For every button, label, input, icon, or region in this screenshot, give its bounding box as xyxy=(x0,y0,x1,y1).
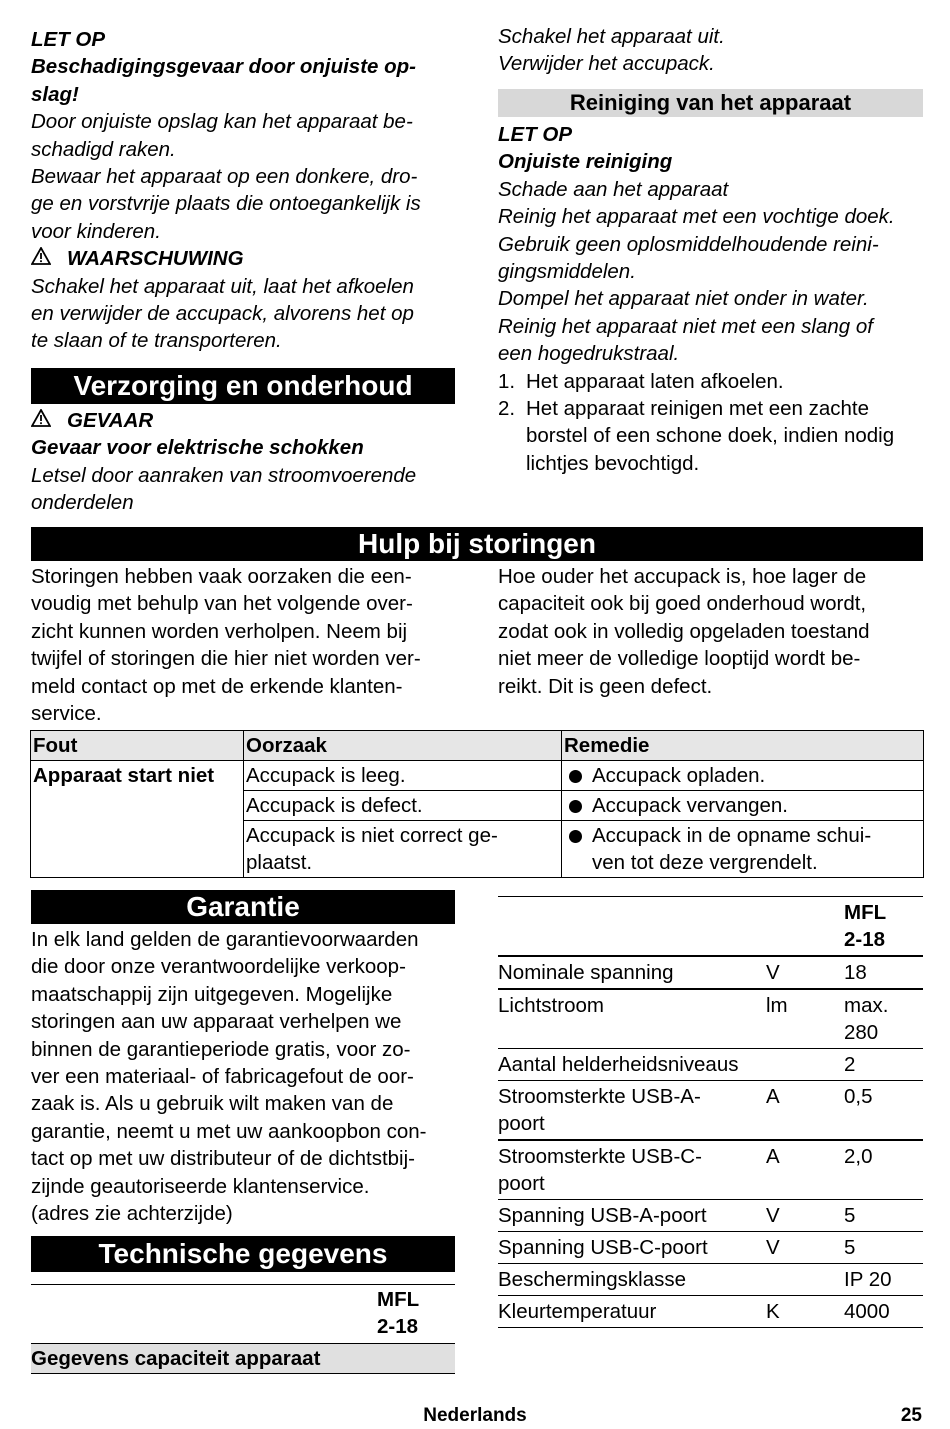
clean-text-5: Dompel het apparaat niet onder in water. xyxy=(498,287,869,311)
spec-value: 5 xyxy=(844,1232,923,1264)
spec-row xyxy=(498,1296,923,1328)
spec-label: Beschermingsklasse xyxy=(498,1264,766,1296)
warranty-text xyxy=(31,926,461,1227)
help-right-line: capaciteit ook bij goed onderhoud wordt, xyxy=(498,592,867,616)
warning-label: WAARSCHUWING xyxy=(67,247,244,271)
header-remedy: Remedie xyxy=(562,731,924,761)
warning-triangle-icon xyxy=(31,245,55,272)
spec-value: 2,0 xyxy=(844,1140,923,1200)
cause-cell xyxy=(244,821,562,878)
danger-text-2: onderdelen xyxy=(31,491,134,515)
cause-cell: Accupack is defect. xyxy=(244,791,562,821)
spec-model-name: MFL xyxy=(844,901,887,924)
warranty-line: storingen aan uw apparaat verhelpen we xyxy=(31,1010,402,1034)
help-right-line: zodat ook in volledig opgeladen toestand xyxy=(498,619,870,643)
cleaning-block xyxy=(498,121,923,477)
left-top-column xyxy=(31,26,455,355)
warranty-line: (adres zie achterzijde) xyxy=(31,1202,233,1226)
spec-row xyxy=(498,956,923,989)
remedy-text xyxy=(592,822,871,876)
spec-unit: A xyxy=(766,1081,844,1141)
spec-label: Nominale spanning xyxy=(498,956,766,989)
step-line: Het apparaat laten afkoelen. xyxy=(526,369,784,393)
storage-text-4: ge en vorstvrije plaats die ontoegankelijk is xyxy=(31,192,421,216)
spec-value: 2 xyxy=(844,1049,923,1081)
table-row xyxy=(31,761,924,791)
warranty-line: ver een materiaal- of fabricagefout de oor- xyxy=(31,1065,414,1089)
step-number: 2. xyxy=(498,397,516,421)
spec-table xyxy=(498,896,923,1328)
clean-text-1: Schade aan het apparaat xyxy=(498,177,729,201)
help-left-line: Storingen hebben vaak oorzaken die een- xyxy=(31,565,412,588)
cause-line: plaatst. xyxy=(246,851,313,874)
step-number: 1. xyxy=(498,369,516,393)
letop-heading-2: LET OP xyxy=(498,123,573,146)
storage-text-5: voor kinderen. xyxy=(31,219,161,243)
letop-heading: LET OP xyxy=(31,28,106,51)
section-heading-care: Verzorging en onderhoud xyxy=(31,368,455,404)
spec-row xyxy=(498,1264,923,1296)
bullet-icon xyxy=(564,792,592,819)
clean-text-6: Reinig het apparaat niet met een slang of xyxy=(498,314,873,338)
spec-header-row xyxy=(498,897,923,957)
warranty-line: zaak is. Als u gebruik wilt maken van de xyxy=(31,1092,394,1116)
step-text xyxy=(526,368,784,395)
remedy-text: Accupack vervangen. xyxy=(592,794,789,817)
help-intro-left xyxy=(31,563,461,727)
danger-title: Gevaar voor elektrische schokken xyxy=(31,436,364,460)
step-item xyxy=(498,395,923,477)
header-cause: Oorzaak xyxy=(244,731,562,761)
spec-label: Lichtstroom xyxy=(498,989,766,1049)
storage-title-1: Beschadigingsgevaar door onjuiste op- xyxy=(31,55,417,79)
spec-table-right xyxy=(498,896,923,1328)
spec-label: Aantal helderheidsniveaus xyxy=(498,1049,844,1081)
spec-value: IP 20 xyxy=(844,1264,923,1296)
spec-label: Spanning USB-A-poort xyxy=(498,1200,766,1232)
remove-accu-line: Verwijder het accupack. xyxy=(498,52,715,76)
cause-cell: Accupack is leeg. xyxy=(244,761,562,791)
spec-value xyxy=(844,989,923,1049)
spec-row xyxy=(498,1140,923,1200)
warranty-line: In elk land gelden de garantievoorwaarden xyxy=(31,928,419,951)
spec-label-line: poort xyxy=(498,1112,545,1135)
warning-text-3: te slaan of te transporteren. xyxy=(31,329,282,353)
cleaning-steps xyxy=(498,368,923,478)
danger-text-1: Letsel door aanraken van stroomvoerende xyxy=(31,463,417,487)
step-line: Het apparaat reinigen met een zachte xyxy=(526,397,870,421)
footer-language: Nederlands xyxy=(423,1405,527,1426)
spec-label xyxy=(498,1081,766,1141)
help-right-line: reikt. Dit is geen defect. xyxy=(498,674,713,698)
header-fault: Fout xyxy=(31,731,244,761)
spec-model-number: 2-18 xyxy=(844,928,886,951)
remedy-line: ven tot deze vergrendelt. xyxy=(592,851,818,874)
warranty-line: binnen de garantieperiode gratis, voor zo- xyxy=(31,1037,411,1061)
clean-title: Onjuiste reiniging xyxy=(498,150,673,174)
remedy-cell xyxy=(562,821,924,878)
spec-row xyxy=(498,1200,923,1232)
spec-unit: V xyxy=(766,1232,844,1264)
bullet-icon xyxy=(564,762,592,789)
page-number: 25 xyxy=(900,1405,922,1426)
clean-text-4: gingsmiddelen. xyxy=(498,260,636,284)
warning-text-1: Schakel het apparaat uit, laat het afkoelen xyxy=(31,274,414,298)
spec-unit: V xyxy=(766,1200,844,1232)
danger-triangle-icon xyxy=(31,407,55,434)
step-line: lichtjes bevochtigd. xyxy=(526,451,700,475)
remedy-line: Accupack in de opname schui- xyxy=(592,824,872,847)
spec-unit: K xyxy=(766,1296,844,1328)
spec-model xyxy=(844,897,923,957)
model-name: MFL xyxy=(377,1288,420,1311)
fault-table-header xyxy=(31,731,924,761)
help-right-line: Hoe ouder het accupack is, hoe lager de xyxy=(498,565,867,588)
help-left-line: service. xyxy=(31,702,102,726)
tech-table-left xyxy=(31,1284,455,1374)
spec-label xyxy=(498,1140,766,1200)
spec-label: Kleurtemperatuur xyxy=(498,1296,766,1328)
fault-table xyxy=(30,730,924,878)
section-heading-cleaning: Reiniging van het apparaat xyxy=(498,89,923,117)
cause-line: Accupack is niet correct ge- xyxy=(246,824,498,847)
fault-cell: Apparaat start niet xyxy=(31,761,244,878)
help-left-line: meld contact op met de erkende klanten- xyxy=(31,674,403,698)
spec-unit: V xyxy=(766,956,844,989)
switch-off-line: Schakel het apparaat uit. xyxy=(498,25,725,48)
spec-unit: lm xyxy=(766,989,844,1049)
tech-model-row xyxy=(31,1284,455,1344)
storage-title-2: slag! xyxy=(31,82,79,106)
help-right-line: niet meer de volledige looptijd wordt be- xyxy=(498,647,861,671)
help-left-line: zicht kunnen worden verholpen. Neem bij xyxy=(31,619,408,643)
warranty-line: tact op met uw distributeur of de dichtstbij- xyxy=(31,1147,415,1171)
spec-label-line: Stroomsterkte USB-C- xyxy=(498,1145,702,1168)
spec-row xyxy=(498,1081,923,1141)
step-text xyxy=(526,395,894,477)
spec-header-blank xyxy=(766,897,844,957)
spec-label-line: Stroomsterkte USB-A- xyxy=(498,1085,701,1108)
help-left-line: twijfel of storingen die hier niet worden ver- xyxy=(31,647,421,671)
section-heading-tech: Technische gegevens xyxy=(31,1236,455,1272)
model-number: 2-18 xyxy=(377,1315,419,1339)
danger-label: GEVAAR xyxy=(67,409,154,432)
right-top-column xyxy=(498,23,923,78)
spec-row xyxy=(498,1049,923,1081)
spec-value: 0,5 xyxy=(844,1081,923,1141)
danger-block xyxy=(31,407,455,517)
spec-value-line: max. xyxy=(844,994,889,1017)
bullet-icon xyxy=(564,822,592,876)
help-intro-right xyxy=(498,563,923,700)
step-line: borstel of een schone doek, indien nodig xyxy=(526,424,895,448)
capacity-header: Gegevens capaciteit apparaat xyxy=(31,1344,455,1374)
clean-text-2: Reinig het apparaat met een vochtige doek. xyxy=(498,205,895,229)
section-heading-warranty: Garantie xyxy=(31,890,455,924)
storage-text-1: Door onjuiste opslag kan het apparaat be- xyxy=(31,110,413,134)
warranty-line: zijnde geautoriseerde klantenservice. xyxy=(31,1174,370,1198)
warning-text-2: en verwijder de accupack, alvorens het op xyxy=(31,302,414,326)
spec-row xyxy=(498,1232,923,1264)
danger-row xyxy=(31,407,455,434)
warranty-line: maatschappij zijn uitgegeven. Mogelijke xyxy=(31,982,393,1006)
step-item xyxy=(498,368,923,395)
spec-value: 18 xyxy=(844,956,923,989)
spec-row xyxy=(498,989,923,1049)
warning-row xyxy=(31,245,455,272)
warranty-line: die door onze verantwoordelijke verkoop- xyxy=(31,955,406,979)
spec-value-line: 280 xyxy=(844,1021,879,1044)
storage-text-3: Bewaar het apparaat op een donkere, dro- xyxy=(31,165,418,189)
clean-text-3: Gebruik geen oplosmiddelhoudende reini- xyxy=(498,232,879,256)
spec-label: Spanning USB-C-poort xyxy=(498,1232,766,1264)
spec-value: 4000 xyxy=(844,1296,923,1328)
spec-unit: A xyxy=(766,1140,844,1200)
spec-unit xyxy=(766,1264,844,1296)
clean-text-7: een hogedrukstraal. xyxy=(498,342,680,366)
help-left-line: voudig met behulp van het volgende over- xyxy=(31,592,413,616)
remedy-text: Accupack opladen. xyxy=(592,764,766,787)
storage-text-2: schadigd raken. xyxy=(31,137,176,161)
warranty-line: garantie, neemt u met uw aankoopbon con- xyxy=(31,1119,427,1143)
remedy-cell xyxy=(562,791,924,821)
remedy-cell xyxy=(562,761,924,791)
spec-label-line: poort xyxy=(498,1172,545,1195)
spec-value: 5 xyxy=(844,1200,923,1232)
section-heading-help: Hulp bij storingen xyxy=(31,527,923,561)
spec-header-blank xyxy=(498,897,766,957)
